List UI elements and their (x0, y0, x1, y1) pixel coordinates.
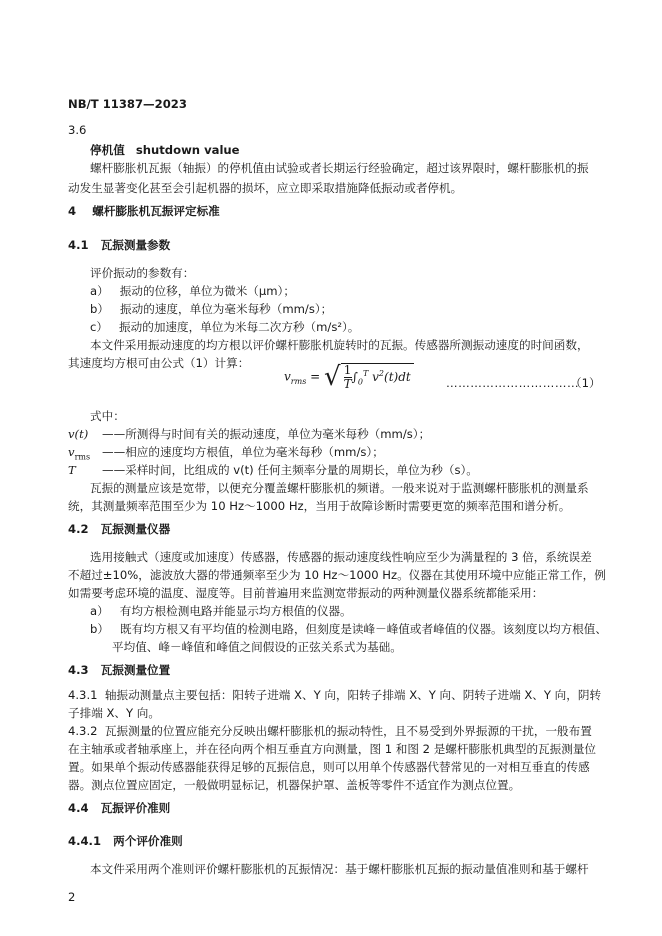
term-english: shutdown value (135, 143, 240, 157)
list-item-label: b） (90, 302, 109, 316)
section-4-title: 螺杆膨胀机瓦振评定标准 (92, 204, 220, 218)
section-4-1-paragraph2-line1: 瓦振的测量应该是宽带，以便充分覆盖螺杆膨胀机的频谱。一般来说对于监测螺杆膨胀机的测量系 (90, 481, 589, 495)
list-item-label: b） (90, 622, 109, 636)
list-item-continuation: 平均值、峰－峰值和峰值之间假设的正弦关系式为基础。 (112, 640, 402, 654)
section-4-2-number: 4.2 (68, 522, 89, 536)
clause-4-4-1-number: 4.4.1 (68, 834, 102, 848)
clause-4-3-1-line1: 轴振动测量点主要包括：阳转子进端 X、Y 向，阳转子排端 X、Y 向、阴转子进端 X、Y 向，阴转 (104, 688, 602, 702)
formula-lhs: v (284, 369, 291, 384)
formula-1 (284, 362, 414, 402)
definition-symbol: T (68, 463, 76, 477)
definition-symbol: v(t) (68, 427, 89, 441)
list-item-label: c） (90, 320, 108, 334)
section-4-heading (68, 200, 220, 222)
clause-4-3-2-line4: 器。测点位置应固定，一般做明显标记，机器保护罩、盖板等零件不适宜作为测点位置。 (68, 778, 521, 792)
definition-symbol: $v_{rms}$ (68, 445, 91, 462)
section-4-3-title: 瓦振测量位置 (100, 663, 171, 677)
section-4-4-title: 瓦振评价准则 (100, 801, 171, 815)
section-4-1-title: 瓦振测量参数 (100, 238, 171, 252)
section-4-1-paragraph1-line2: 其速度均方根可由公式（1）计算： (68, 356, 250, 370)
integral-lower-limit: 0 (357, 377, 363, 387)
clause-4-3-2-line3: 置。如果单个振动传感器能获得足够的瓦振信息，则可以用单个传感器代替常见的一对相互垂直的传感 (68, 760, 590, 774)
section-4-2-title: 瓦振测量仪器 (100, 522, 171, 536)
section-4-1-heading (68, 234, 170, 256)
section-4-2-paragraph-line2: 不超过±10%，滤波放大器的带通频率至少为 10 Hz～1000 Hz。仪器在其使用环境中应能正常工作，例 (68, 568, 606, 582)
section-4-4-number: 4.4 (68, 801, 89, 815)
formula-integrand-tail: (t)dt (384, 370, 411, 384)
term-chinese: 停机值 (90, 143, 125, 157)
formula-radicand (341, 363, 414, 391)
list-item-text: 有均方根检测电路并能显示均方根值的仪器。 (119, 604, 352, 618)
section-4-3-number: 4.3 (68, 663, 89, 677)
formula-integrand-power: 2 (378, 369, 385, 378)
list-item-text: 振动的速度，单位为毫米每秒（mm/s）； (120, 302, 333, 316)
section-4-4-heading (68, 797, 170, 819)
formula-numerator: 1 (343, 363, 352, 377)
section-4-3-heading (68, 659, 170, 681)
formula-lhs-subscript: rms (290, 376, 307, 386)
section-4-1-number: 4.1 (68, 238, 89, 252)
clause-4-4-1-title: 两个评价准则 (113, 834, 183, 848)
list-item-label: a） (90, 604, 109, 618)
definition-text: ——所测得与时间有关的振动速度，单位为毫米每秒（mm/s）； (102, 427, 431, 441)
list-item-text: 振动的加速度，单位为米每二次方秒（m/s²）。 (119, 320, 360, 334)
formula-number: （1） (570, 376, 601, 390)
section-4-2-paragraph-line3: 如需要考虑环境的温度、湿度等。目前普遍用来监测宽带振动的两种测量仪器系统都能采用： (68, 586, 544, 600)
section-4-4-paragraph-line1: 本文件采用两个准则评价螺杆膨胀机的瓦振情况：基于螺杆膨胀机瓦振的振动量值准则和基于螺杆 (90, 862, 589, 876)
integral-icon: ∫ (351, 370, 358, 384)
section-4-1-paragraph1-line1: 本文件采用振动速度的均方根以评价螺杆膨胀机旋转时的瓦振。传感器所测振动速度的时间函数， (90, 338, 589, 352)
clause-3-6-definition-line2: 动发生显著变化甚至会引起机器的损坏，应立即采取措施降低振动或者停机。 (68, 181, 463, 195)
clause-3-6-definition-line1: 螺杆膨胀机瓦振（轴振）的停机值由试验或者长期运行经验确定，超过该界限时，螺杆膨胀机的振 (90, 161, 589, 175)
integral-upper-limit: T (362, 369, 369, 378)
section-4-1-intro: 评价振动的参数有： (90, 266, 195, 280)
formula-fraction (344, 364, 352, 391)
formula-leader-dots: …………………………… (446, 376, 580, 390)
list-item-text: 振动的位移，单位为微米（μm）； (119, 284, 295, 298)
section-4-2-heading (68, 518, 170, 540)
clause-3-6-number: 3.6 (68, 123, 87, 137)
radical-icon: √ (324, 362, 341, 392)
clause-4-3-1-line2: 子排端 X、Y 向。 (68, 706, 160, 720)
where-label: 式中： (90, 409, 125, 423)
clause-4-3-2-number: 4.3.2 (68, 724, 98, 738)
definition-text: ——采样时间，比组成的 v(t) 任何主频率分量的周期长，单位为秒（s）。 (102, 463, 478, 477)
section-4-number: 4 (68, 204, 77, 218)
clause-4-3-2-line1: 瓦振测量的位置应能充分反映出螺杆膨胀机的振动特性，且不易受到外界振源的干扰，一般布置 (104, 724, 592, 738)
document-code: NB/T 11387—2023 (68, 97, 187, 111)
clause-4-3-1-number: 4.3.1 (68, 688, 98, 702)
formula-denominator: T (343, 377, 352, 391)
list-item-text: 既有均方根又有平均值的检测电路，但刻度是读峰－峰值或者峰值的仪器。该刻度以均方根值、 (120, 622, 607, 636)
clause-4-3-2-line2: 在主轴承或者轴承座上，并在径向两个相互垂直方向测量，图 1 和图 2 是螺杆膨胀机典型的瓦振测量位 (68, 742, 597, 756)
section-4-1-paragraph2-line2: 统，其测量频率范围至少为 10 Hz～1000 Hz，当用于故障诊断时需要更宽的频率范围和谱分析。 (68, 499, 571, 513)
section-4-2-paragraph-line1: 选用接触式（速度或加速度）传感器，传感器的振动速度线性响应至少为满量程的 3 倍，系统误差 (90, 550, 592, 564)
page-number: 2 (68, 890, 76, 904)
definition-text: ——相应的速度均方根值，单位为毫米每秒（mm/s）； (102, 445, 384, 459)
formula-equals: = (310, 369, 321, 384)
list-item-label: a） (90, 284, 109, 298)
formula-integrand: v (372, 370, 379, 384)
clause-4-4-1-heading (68, 830, 183, 852)
